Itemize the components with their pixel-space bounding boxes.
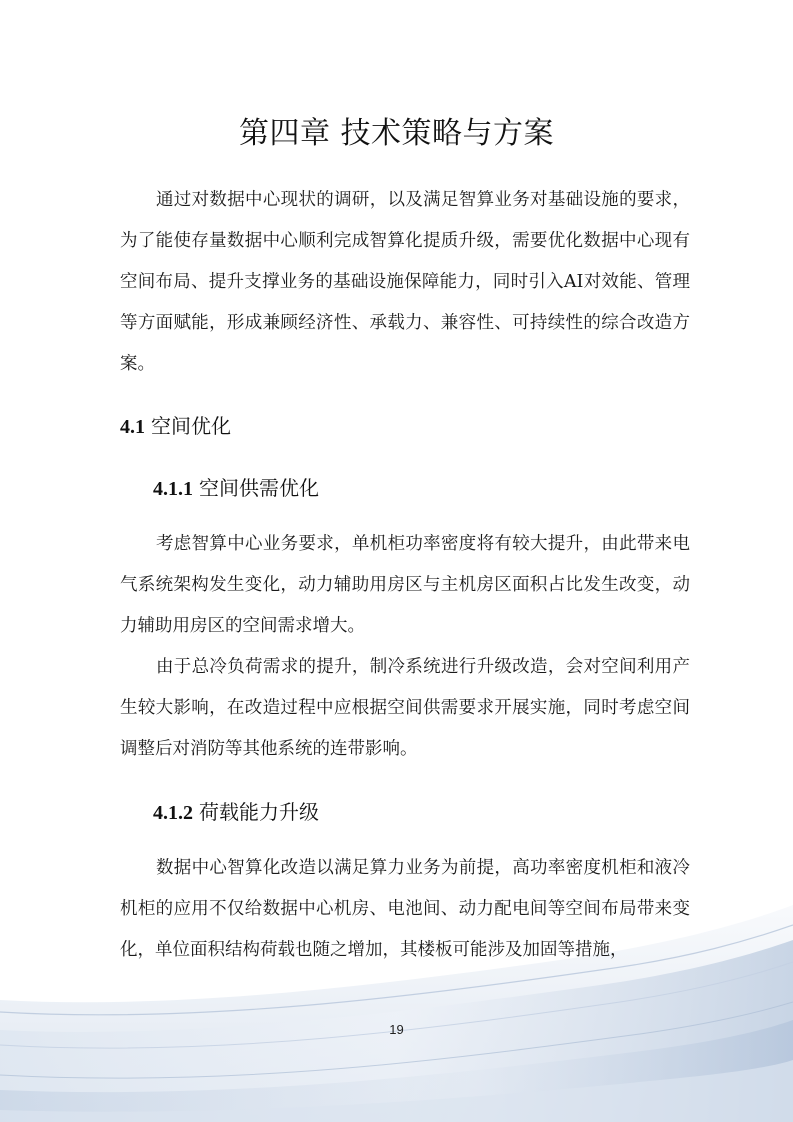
section-title: 空间供需优化 xyxy=(199,476,319,500)
section-number: 4.1.1 xyxy=(153,478,193,500)
chapter-title: 第四章 技术策略与方案 xyxy=(238,116,555,151)
section-number: 4.1.2 xyxy=(153,802,193,824)
section-heading-4-1 xyxy=(120,410,231,439)
section-title: 荷载能力升级 xyxy=(199,800,319,824)
section-heading-4-1-2 xyxy=(153,796,319,825)
paragraph-4-1-1-b: 由于总冷负荷需求的提升，制冷系统进行升级改造，会对空间利用产生较大影响，在改造过程中应根据空间供需要求开展实施，同时考虑空间调整后对消防等其他系统的连带影响。 xyxy=(120,657,690,759)
intro-paragraph: 通过对数据中心现状的调研，以及满足智算业务对基础设施的要求，为了能使存量数据中心顺利完成智算化提质升级，需要优化数据中心现有空间布局、提升支撑业务的基础设施保障能力，同时引入AI对效能、管理等方面赋能，形成兼顾经济性、承载力、兼容性、可持续性的综合改造方案。 xyxy=(120,190,690,374)
section-number: 4.1 xyxy=(120,416,145,438)
section-heading-4-1-1 xyxy=(153,472,319,501)
paragraph-4-1-2-a: 数据中心智算化改造以满足算力业务为前提，高功率密度机柜和液冷机柜的应用不仅给数据中心机房、电池间、动力配电间等空间布局带来变化，单位面积结构荷载也随之增加，其楼板可能涉及加固等措施， xyxy=(120,858,690,960)
section-title: 空间优化 xyxy=(151,414,231,438)
paragraph-4-1-1-a: 考虑智算中心业务要求，单机柜功率密度将有较大提升，由此带来电气系统架构发生变化，动力辅助用房区与主机房区面积占比发生改变，动力辅助用房区的空间需求增大。 xyxy=(120,534,690,636)
page-number: 19 xyxy=(389,1022,404,1037)
